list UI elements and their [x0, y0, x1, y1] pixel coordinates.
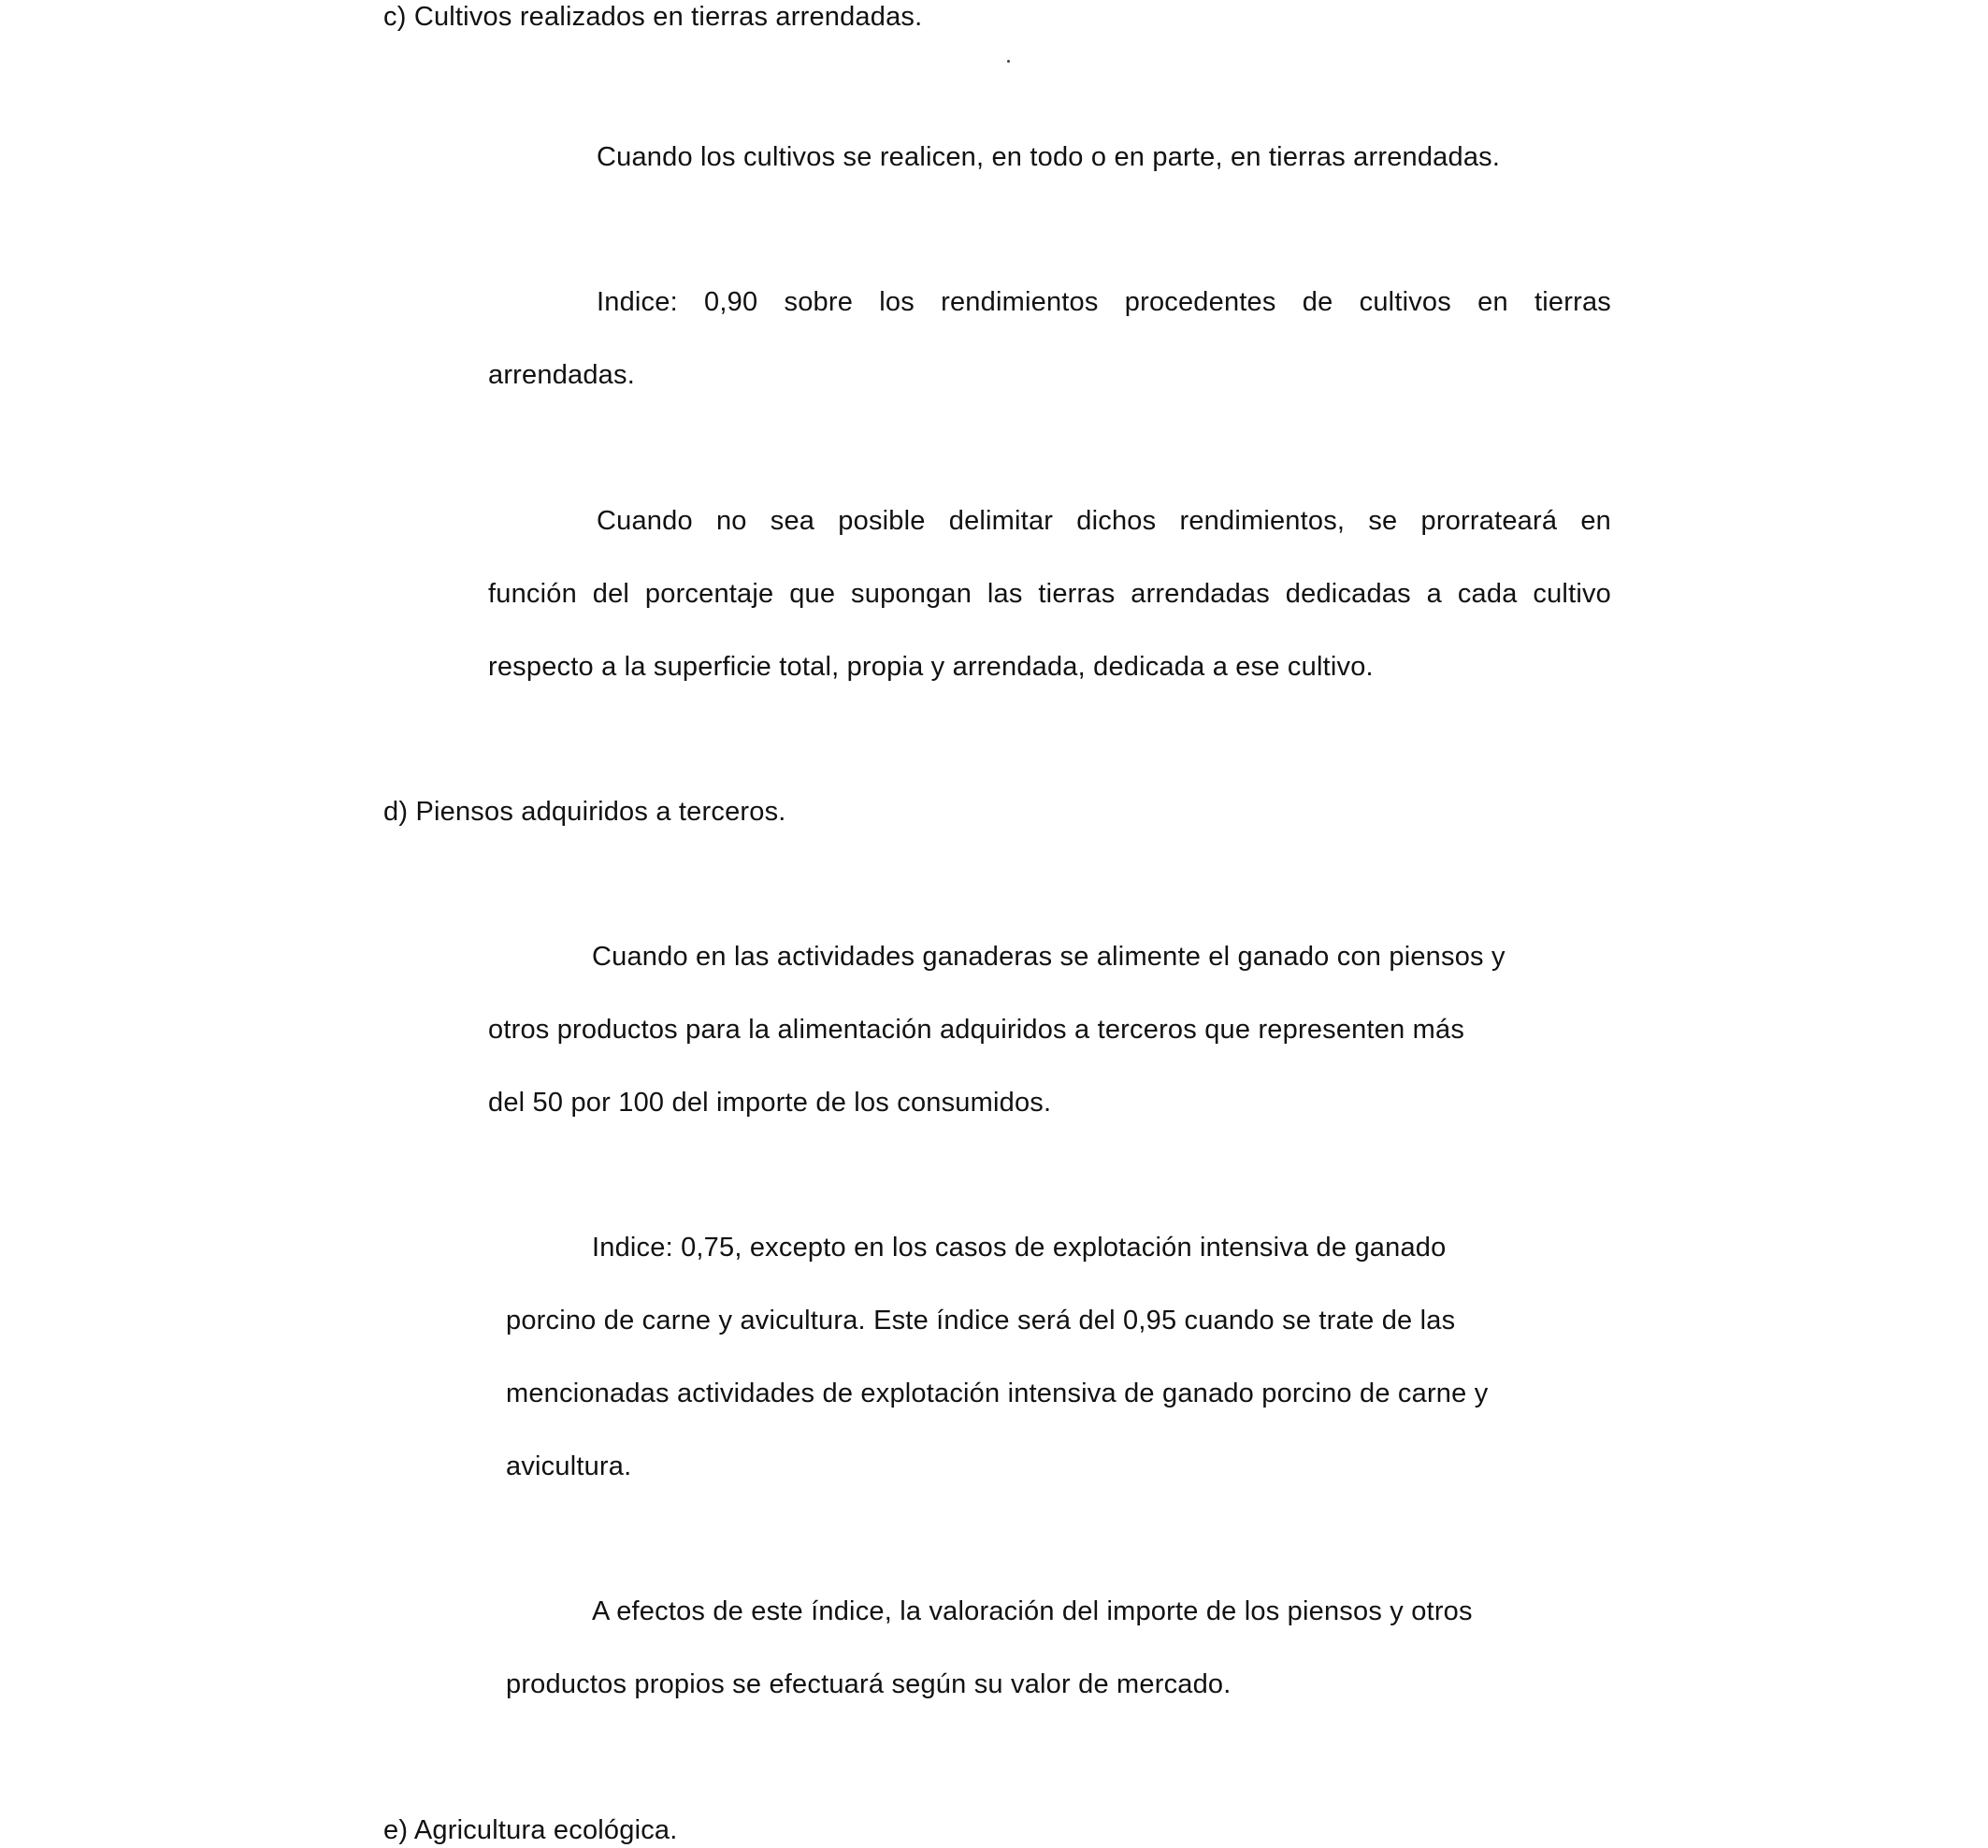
- section-c-index-line-1: Indice: 0,90 sobre los rendimientos procedentes de cultivos en tierras: [597, 287, 1611, 317]
- section-d-heading: d) Piensos adquiridos a terceros.: [383, 797, 786, 827]
- section-c-paragraph-1: Cuando los cultivos se realicen, en todo o en parte, en tierras arrendadas.: [597, 142, 1501, 172]
- section-d-index-line-2: porcino de carne y avicultura. Este índice será del 0,95 cuando se trate de las: [506, 1306, 1456, 1335]
- section-d-paragraph-1-line-3: del 50 por 100 del importe de los consumidos.: [488, 1088, 1052, 1118]
- section-d-paragraph-3-line-2: productos propios se efectuará según su valor de mercado.: [506, 1669, 1232, 1699]
- section-d-index-line-3: mencionadas actividades de explotación intensiva de ganado porcino de carne y: [506, 1379, 1489, 1408]
- scan-dot: [1007, 60, 1010, 63]
- section-d-paragraph-1-line-1: Cuando en las actividades ganaderas se alimente el ganado con piensos y: [592, 942, 1505, 972]
- section-c-index-line-2: arrendadas.: [488, 360, 635, 390]
- section-c-paragraph-3-line-3: respecto a la superficie total, propia y arrendada, dedicada a ese cultivo.: [488, 652, 1374, 682]
- section-e-heading: e) Agricultura ecológica.: [383, 1815, 678, 1845]
- section-c-heading: c) Cultivos realizados en tierras arrendadas.: [383, 2, 923, 32]
- section-d-paragraph-1-line-2: otros productos para la alimentación adquiridos a terceros que representen más: [488, 1015, 1465, 1045]
- section-c-paragraph-3-line-2: función del porcentaje que supongan las tierras arrendadas dedicadas a cada cultivo: [488, 579, 1611, 609]
- section-d-index-line-1: Indice: 0,75, excepto en los casos de explotación intensiva de ganado: [592, 1233, 1447, 1263]
- section-d-index-line-4: avicultura.: [506, 1451, 632, 1481]
- section-d-paragraph-3-line-1: A efectos de este índice, la valoración del importe de los piensos y otros: [592, 1596, 1473, 1626]
- section-c-paragraph-3-line-1: Cuando no sea posible delimitar dichos rendimientos, se prorrateará en: [597, 506, 1611, 536]
